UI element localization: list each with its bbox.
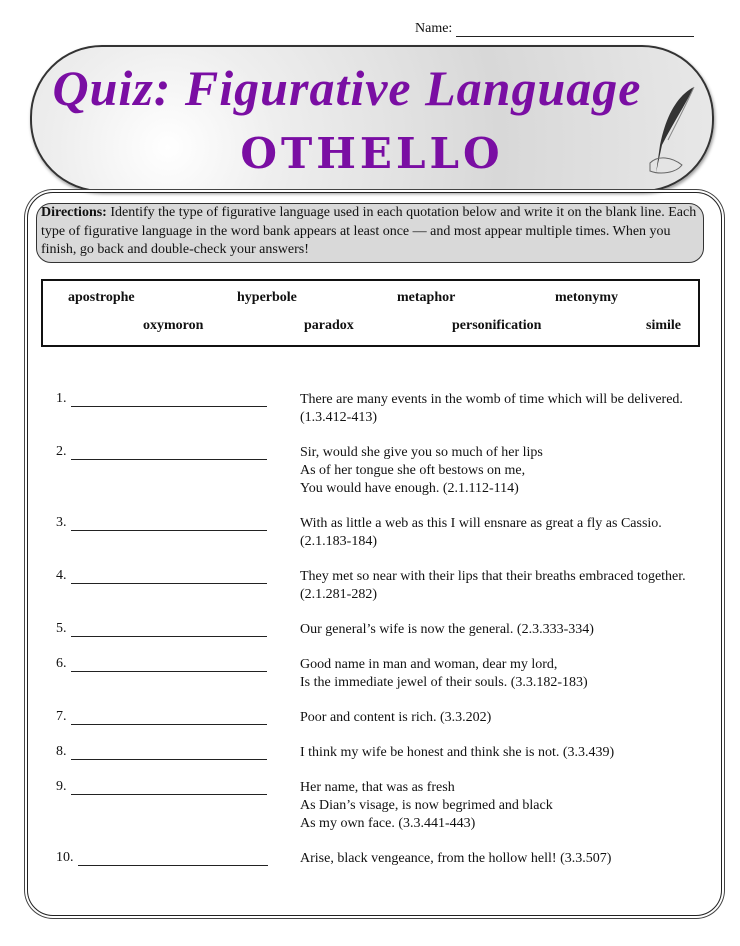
question-quote: I think my wife be honest and think she is not. (3.3.439) bbox=[300, 745, 615, 760]
question-number bbox=[56, 744, 267, 760]
question-number bbox=[56, 656, 267, 672]
quiz-title: Quiz: Figurative Language bbox=[52, 60, 642, 116]
question-number bbox=[56, 391, 267, 407]
word-bank bbox=[41, 279, 700, 347]
word-bank-item: metaphor bbox=[397, 290, 456, 305]
question-number-label: 5. bbox=[56, 621, 67, 636]
word-bank-item: personification bbox=[452, 318, 542, 333]
directions-box bbox=[36, 203, 704, 263]
question-number-label: 3. bbox=[56, 515, 67, 530]
question-quote: They met so near with their lips that their breaths embraced together. (2.1.281-282) bbox=[300, 569, 686, 602]
question-quote: Our general’s wife is now the general. (2.3.333-334) bbox=[300, 622, 594, 637]
question-quote: Arise, black vengeance, from the hollow hell! (3.3.507) bbox=[300, 851, 612, 866]
quiz-subtitle: OTHELLO bbox=[240, 129, 504, 178]
question-number-label: 1. bbox=[56, 391, 67, 406]
answer-blank[interactable] bbox=[71, 780, 267, 795]
answer-blank[interactable] bbox=[71, 516, 267, 531]
question-number-label: 6. bbox=[56, 656, 67, 671]
question-number bbox=[56, 779, 267, 795]
name-blank-line[interactable] bbox=[456, 22, 694, 37]
answer-blank[interactable] bbox=[78, 851, 268, 866]
question-quote: With as little a web as this I will ensnare as great a fly as Cassio. (2.1.183-184) bbox=[300, 516, 662, 549]
word-bank-item: hyperbole bbox=[237, 290, 297, 305]
question-quote: Poor and content is rich. (3.3.202) bbox=[300, 710, 492, 725]
question-number-label: 2. bbox=[56, 444, 67, 459]
name-field[interactable] bbox=[415, 21, 694, 37]
question-quote: Good name in man and woman, dear my lord, Is the immediate jewel of their souls. (3.3.182-183) bbox=[300, 657, 588, 690]
answer-blank[interactable] bbox=[71, 710, 267, 725]
question-number bbox=[56, 515, 267, 531]
question-number-label: 8. bbox=[56, 744, 67, 759]
answer-blank[interactable] bbox=[71, 622, 267, 637]
question-number-label: 10. bbox=[56, 850, 74, 865]
answer-blank[interactable] bbox=[71, 445, 267, 460]
directions-text: Identify the type of figurative language used in each quotation below and write it on the blank line. Each type of figurative language in the word bank appears at least once — and most appear multiple times. When you finish, go back and double-check your answers! bbox=[41, 205, 697, 257]
question-number bbox=[56, 568, 267, 584]
quill-icon bbox=[648, 85, 698, 180]
answer-blank[interactable] bbox=[71, 745, 267, 760]
question-number bbox=[56, 444, 267, 460]
question-number-label: 9. bbox=[56, 779, 67, 794]
question-number bbox=[56, 709, 267, 725]
word-bank-item: paradox bbox=[304, 318, 354, 333]
question-number bbox=[56, 850, 268, 866]
question-number-label: 7. bbox=[56, 709, 67, 724]
question-number bbox=[56, 621, 267, 637]
answer-blank[interactable] bbox=[71, 569, 267, 584]
name-label: Name: bbox=[415, 21, 453, 36]
question-quote: Her name, that was as fresh As Dian’s visage, is now begrimed and black As my own face. (3.3.441-443) bbox=[300, 780, 553, 831]
word-bank-item: apostrophe bbox=[68, 290, 135, 305]
word-bank-item: oxymoron bbox=[143, 318, 204, 333]
answer-blank[interactable] bbox=[71, 392, 267, 407]
directions-label: Directions: bbox=[41, 205, 107, 220]
word-bank-item: simile bbox=[646, 318, 681, 333]
question-number-label: 4. bbox=[56, 568, 67, 583]
title-banner bbox=[30, 45, 714, 192]
word-bank-item: metonymy bbox=[555, 290, 618, 305]
question-quote: Sir, would she give you so much of her lips As of her tongue she oft bestows on me, You would have enough. (2.1.112-114) bbox=[300, 445, 543, 496]
question-quote: There are many events in the womb of time which will be delivered. (1.3.412-413) bbox=[300, 392, 683, 425]
answer-blank[interactable] bbox=[71, 657, 267, 672]
